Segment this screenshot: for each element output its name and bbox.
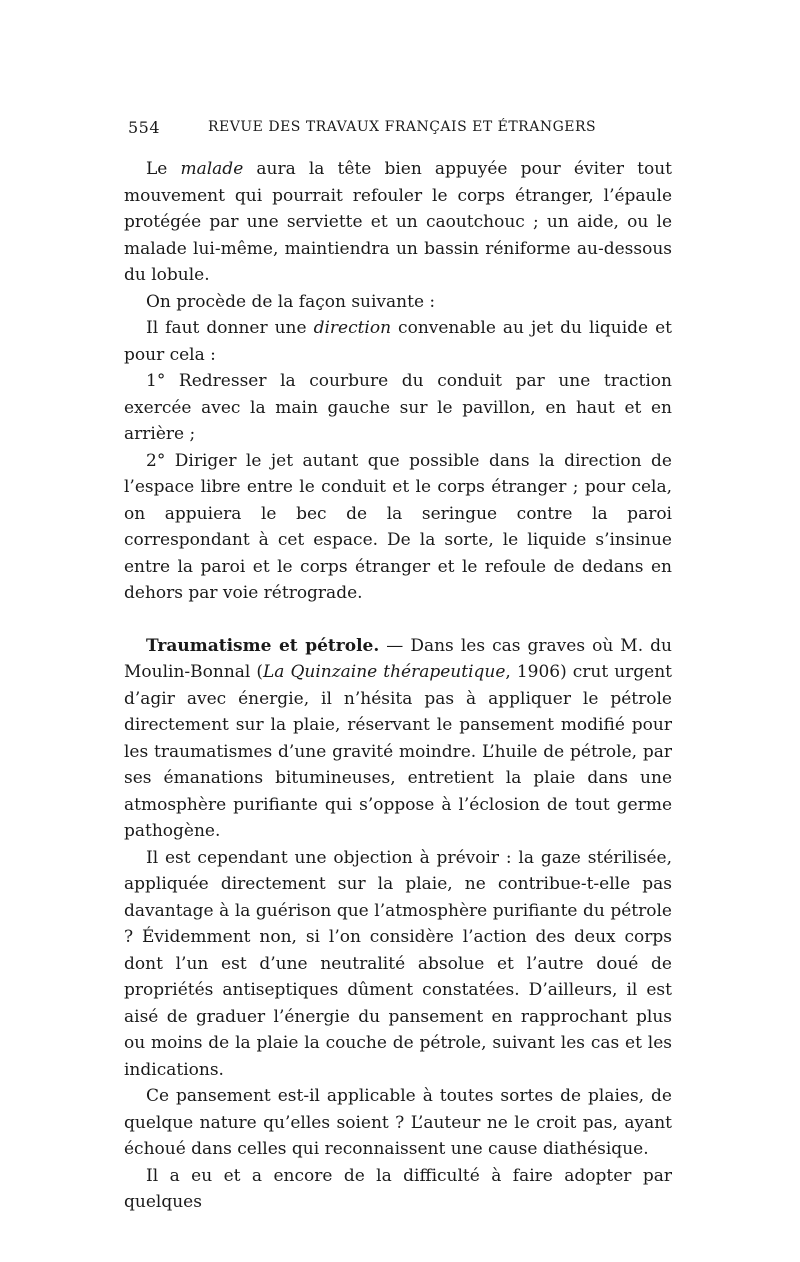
paragraph-step-1: 1° Redresser la courbure du conduit par une traction exercée avec la main gauche sur le pavillon, en haut et en arrière ; [124,371,672,444]
running-title: REVUE DES TRAVAUX FRANÇAIS ET ÉTRANGERS [208,119,597,135]
paragraph-applicability: Ce pansement est-il applicable à toutes sortes de plaies, de quelque nature qu’elles soient ? L’auteur ne le croit pas, ayant échoué dans celles qui reconnaissent une cause diathésique. [124,1086,672,1159]
text-run: , 1906) crut urgent d’agir avec énergie, il n’hésita pas à appliquer le pétrole directement sur la plaie, réservant le pansement modifié pour les traumatismes d’une gravité moindre. L’huile de pétrole, par ses émanations bitumineuses, entretient la plaie dans une atmosphère purifiante qui s’oppose à l’éclosion de tout germe pathogène. [124,662,672,841]
paragraph-procedure-intro: On procède de la façon suivante : [146,291,436,312]
text-run: Le [146,159,181,179]
paragraph-patient-position [124,156,672,289]
italic-term: malade [180,159,244,179]
paragraph-step-2: 2° Diriger le jet autant que possible dans la direction de l’espace libre entre le conduit et le corps étranger ; pour cela, on appuiera le bec de la seringue contre la paroi correspondant à cet espace. De la sorte, le liquide s’insinue entre la paroi et le corps étranger et le refoule de dedans en dehors par voie rétrograde. [124,450,672,603]
paragraph-objection: Il est cependant une objection à prévoir : la gaze stérilisée, appliquée directement sur la plaie, ne contribue-t-elle pas davantage à la guérison que l’atmosphère purifiante du pétrole ? Évidemment non, si l’on considère l’action des deux corps dont l’un est d’une neutralité absolue et l’autre doué de propriétés antiseptiques dûment constatées. D’ailleurs, il est aisé de graduer l’énergie du pansement en rapprochant plus ou moins de la plaie la couche de pétrole, suivant les cas et les indications. [124,847,672,1080]
text-run: — Dans les cas graves où M. du Moulin-Bonnal ( [124,635,672,682]
text-run: aura la tête bien appuyée pour éviter tout mouvement qui pourrait refouler le corps étranger, l’épaule protégée par une serviette et un caoutchouc ; un aide, ou le malade lui-même, maintiendra un bassin réniforme au-dessous du lobule. [124,159,672,285]
paragraph-direction [124,315,672,368]
section-gap [124,607,672,633]
text-run: convenable au jet du liquide et pour cela : [124,318,672,365]
journal-title: La Quinzaine thérapeutique [263,662,506,682]
running-head [128,118,674,142]
section-title: Traumatisme et pétrole. [146,635,380,656]
page-body [124,156,672,1216]
italic-term: direction [313,318,392,338]
paragraph-difficulty: Il a eu et a encore de la difficulté à faire adopter par quelques [124,1165,672,1212]
page-number: 554 [128,118,161,137]
text-run: Il faut donner une [146,318,314,338]
paragraph-trauma-petrole [124,633,672,845]
